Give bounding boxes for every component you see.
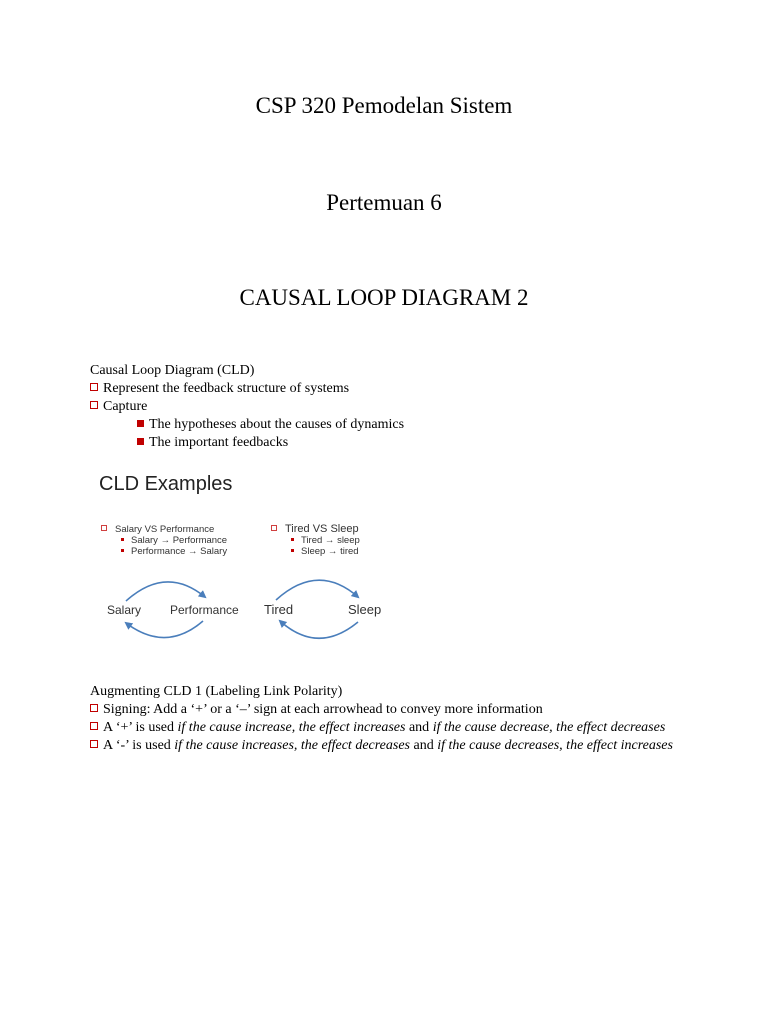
course-title: CSP 320 Pemodelan Sistem <box>255 93 513 118</box>
sub-list-item-text: The important feedbacks <box>149 435 289 450</box>
hollow-square-bullet-icon <box>90 704 98 712</box>
solid-square-bullet-icon <box>137 438 144 445</box>
augmenting-heading: Augmenting CLD 1 (Labeling Link Polarity) <box>90 684 343 699</box>
minus-mid: and <box>410 738 438 753</box>
sub-list-item <box>137 434 288 452</box>
augmenting-section <box>90 683 680 755</box>
sub-list-item <box>137 416 404 434</box>
list-item-text: Tired → sleep <box>301 535 360 546</box>
arrow-salary-to-performance <box>126 582 205 601</box>
hollow-square-bullet-icon <box>90 383 98 391</box>
list-item-text: Represent the feedback structure of systems <box>103 381 350 396</box>
arrow-performance-to-salary <box>126 621 203 638</box>
sub-list-item-text: The hypotheses about the causes of dynamics <box>149 417 405 432</box>
figure-title: CLD Examples <box>99 473 233 495</box>
topic-title: CAUSAL LOOP DIAGRAM 2 <box>239 285 529 310</box>
list-item-text: Signing: Add a ‘+’ or a ‘–’ sign at each arrowhead to convey more information <box>103 702 543 717</box>
node-salary: Salary <box>107 603 142 617</box>
loop-diagrams <box>90 467 410 647</box>
list-item-text: Capture <box>103 399 148 414</box>
list-item <box>90 719 680 737</box>
node-performance: Performance <box>170 603 239 617</box>
plus-mid: and <box>405 720 433 735</box>
list-heading-text: Salary VS Performance <box>115 524 215 535</box>
hollow-square-bullet-icon <box>90 740 98 748</box>
plus-prefix: A ‘+’ is used <box>103 720 178 735</box>
node-tired: Tired <box>264 602 294 617</box>
list-item <box>90 737 680 755</box>
list-heading-text: Tired VS Sleep <box>285 523 359 535</box>
minus-italic-1: if the cause increases, the effect decreases <box>174 738 411 753</box>
minus-italic-2: if the cause decreases, the effect increases <box>437 738 673 753</box>
arrow-tired-to-sleep <box>276 580 358 600</box>
minus-prefix: A ‘-’ is used <box>103 738 175 753</box>
arrow-sleep-to-tired <box>280 621 358 638</box>
cld-examples-figure <box>90 467 410 647</box>
plus-italic-1: if the cause increase, the effect increases <box>177 720 406 735</box>
list-item-text: Sleep → tired <box>301 546 359 557</box>
list-item <box>90 398 147 416</box>
plus-italic-2: if the cause decrease, the effect decreases <box>432 720 666 735</box>
meeting-title: Pertemuan 6 <box>326 190 442 215</box>
list-item-text: Salary → Performance <box>131 535 228 546</box>
cld-heading: Causal Loop Diagram (CLD) <box>90 363 255 378</box>
list-item <box>90 380 349 398</box>
node-sleep: Sleep <box>348 602 382 617</box>
list-item-text: Performance → Salary <box>131 546 228 557</box>
hollow-square-bullet-icon <box>90 722 98 730</box>
list-item <box>90 701 680 719</box>
hollow-square-bullet-icon <box>90 401 98 409</box>
solid-square-bullet-icon <box>137 420 144 427</box>
